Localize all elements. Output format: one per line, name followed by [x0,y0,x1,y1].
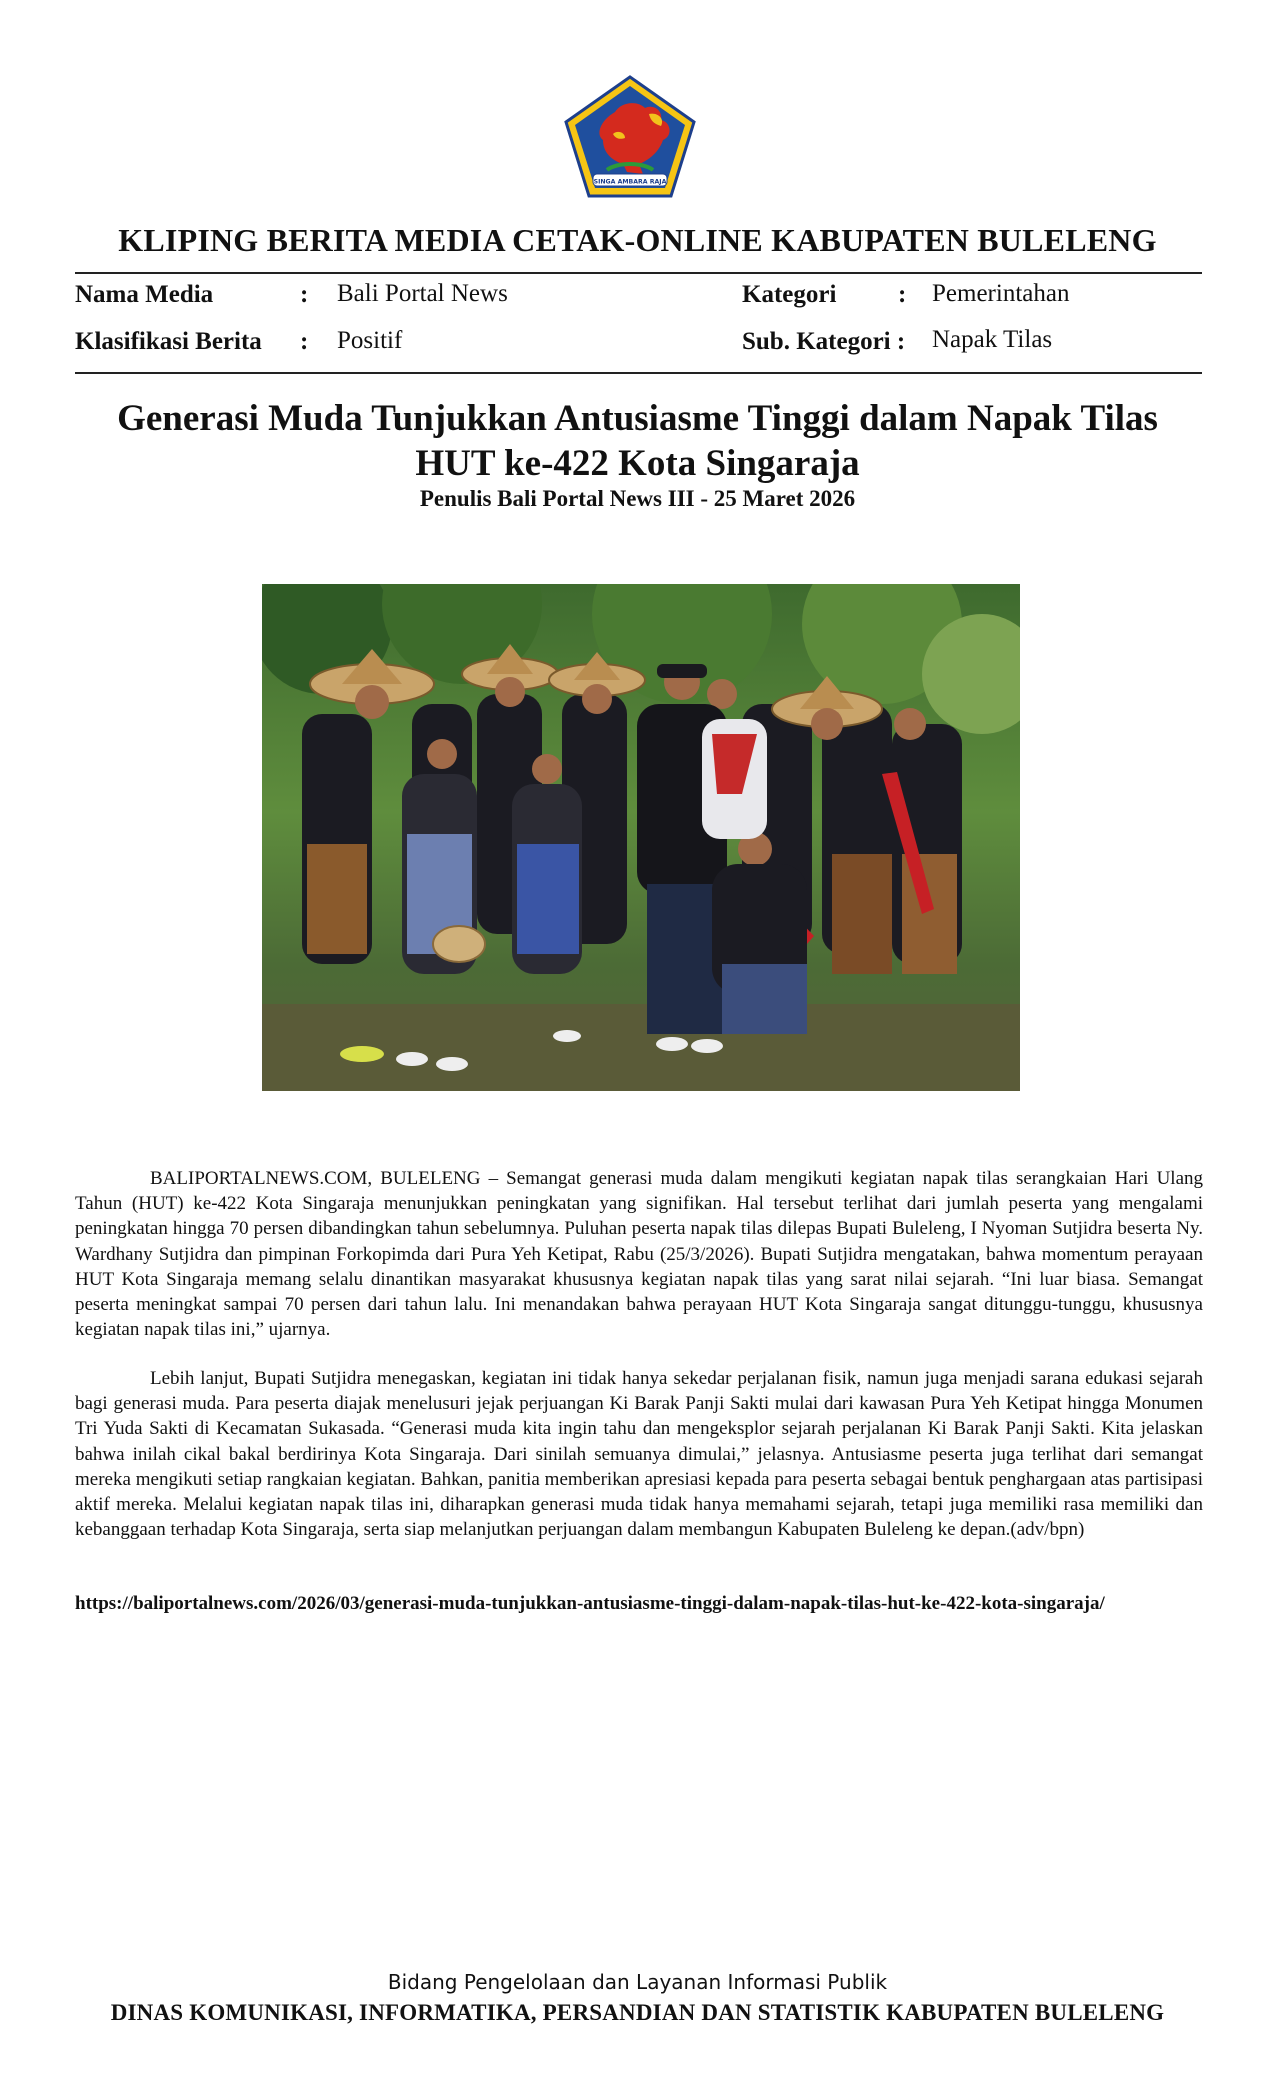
nama-media-value: Bali Portal News [337,280,508,307]
article-paragraph-1 [75,1166,1203,1342]
buleleng-regency-logo [563,74,697,200]
nama-media-colon: : [300,281,309,308]
footer-agency: DINAS KOMUNIKASI, INFORMATIKA, PERSANDIAN DAN STATISTIK KABUPATEN BULELENG [110,2000,1165,2025]
article-paragraph-2 [75,1366,1203,1542]
header-divider-top [75,272,1202,274]
header-divider-bottom [75,372,1202,374]
kategori-label: Kategori [742,281,837,308]
kategori-value: Pemerintahan [932,280,1070,307]
page-title: KLIPING BERITA MEDIA CETAK-ONLINE KABUPATEN BULELENG [118,222,1157,258]
article-title-line-1: Generasi Muda Tunjukkan Antusiasme Tinggi dalam Napak Tilas [117,398,1158,439]
paragraph-1-text: BALIPORTALNEWS.COM, BULELENG – Semangat generasi muda dalam mengikuti kegiatan napak tilas serangkaian Hari Ulang Tahun (HUT) ke-422 Kota Singaraja menunjukkan peningkatan yang signifikan. Hal tersebut terlihat dari jumlah peserta yang mengalami peningkatan hingga 70 persen dibandingkan tahun sebelumnya. Puluhan peserta napak tilas dilepas Bupati Buleleng, I Nyoman Sutjidra beserta Ny. Wardhany Sutjidra dan pimpinan Forkopimda dari Pura Yeh Ketipat, Rabu (25/3/2026). Bupati Sutjidra mengatakan, bahwa momentum perayaan HUT Kota Singaraja memang selalu dinantikan masyarakat khususnya kegiatan napak tilas yang sarat nilai sejarah. “Ini luar biasa. Semangat peserta meningkat sampai 70 persen dari tahun lalu. Ini menandakan bahwa perayaan HUT Kota Singaraja sangat ditunggu-tunggu, khususnya kegiatan napak tilas ini,” ujarnya. [75,1168,1203,1341]
sub-kategori-value: Napak Tilas [932,326,1053,353]
kategori-colon: : [898,281,907,308]
paragraph-2-text: Lebih lanjut, Bupati Sutjidra menegaskan, kegiatan ini tidak hanya sekedar perjalanan fisik, namun juga menjadi sarana edukasi sejarah bagi generasi muda. Para peserta diajak menelusuri jejak perjuangan Ki Barak Panji Sakti mulai dari kawasan Pura Yeh Ketipat hingga Monumen Tri Yuda Sakti di Kecamatan Sukasada. “Generasi muda kita ingin tahu dan mengeksplor sejarah perjalanan Ki Barak Panji Sakti. Kita jelaskan bahwa inilah cikal bakal berdirinya Kota Singaraja. Dari sinilah semuanya dimulai,” jelasnya. Antusiasme peserta juga terlihat dari semangat mereka mengikuti setiap rangkaian kegiatan. Bahkan, panitia memberikan apresiasi kepada para peserta sebagai bentuk penghargaan atas partisipasi aktif mereka. Melalui kegiatan napak tilas ini, diharapkan generasi muda tidak hanya memahami sejarah, tetapi juga memiliki rasa memiliki dan kebanggaan terhadap Kota Singaraja, serta siap melanjutkan perjuangan dalam membangun Kabupaten Buleleng ke depan.(adv/bpn) [75,1368,1203,1541]
article-photo [262,584,1020,1091]
footer-department: Bidang Pengelolaan dan Layanan Informasi Publik [387,1970,888,1994]
source-url-link[interactable]: https://baliportalnews.com/2026/03/generasi-muda-tunjukkan-antusiasme-tinggi-dalam-napak-tilas-hut-ke-422-kota-singaraja/ [75,1593,1105,1614]
sub-kategori-label: Sub. Kategori : [742,328,906,355]
article-title [75,396,1200,486]
nama-media-label: Nama Media [75,281,214,308]
klasifikasi-berita-colon: : [300,328,309,355]
klasifikasi-berita-label: Klasifikasi Berita [75,328,262,355]
klasifikasi-berita-value: Positif [337,327,403,354]
logo-caption: SINGA AMBARA RAJA [593,178,667,186]
article-title-line-2: HUT ke-422 Kota Singaraja [415,443,860,484]
article-byline: Penulis Bali Portal News III - 25 Maret 2026 [419,486,856,511]
